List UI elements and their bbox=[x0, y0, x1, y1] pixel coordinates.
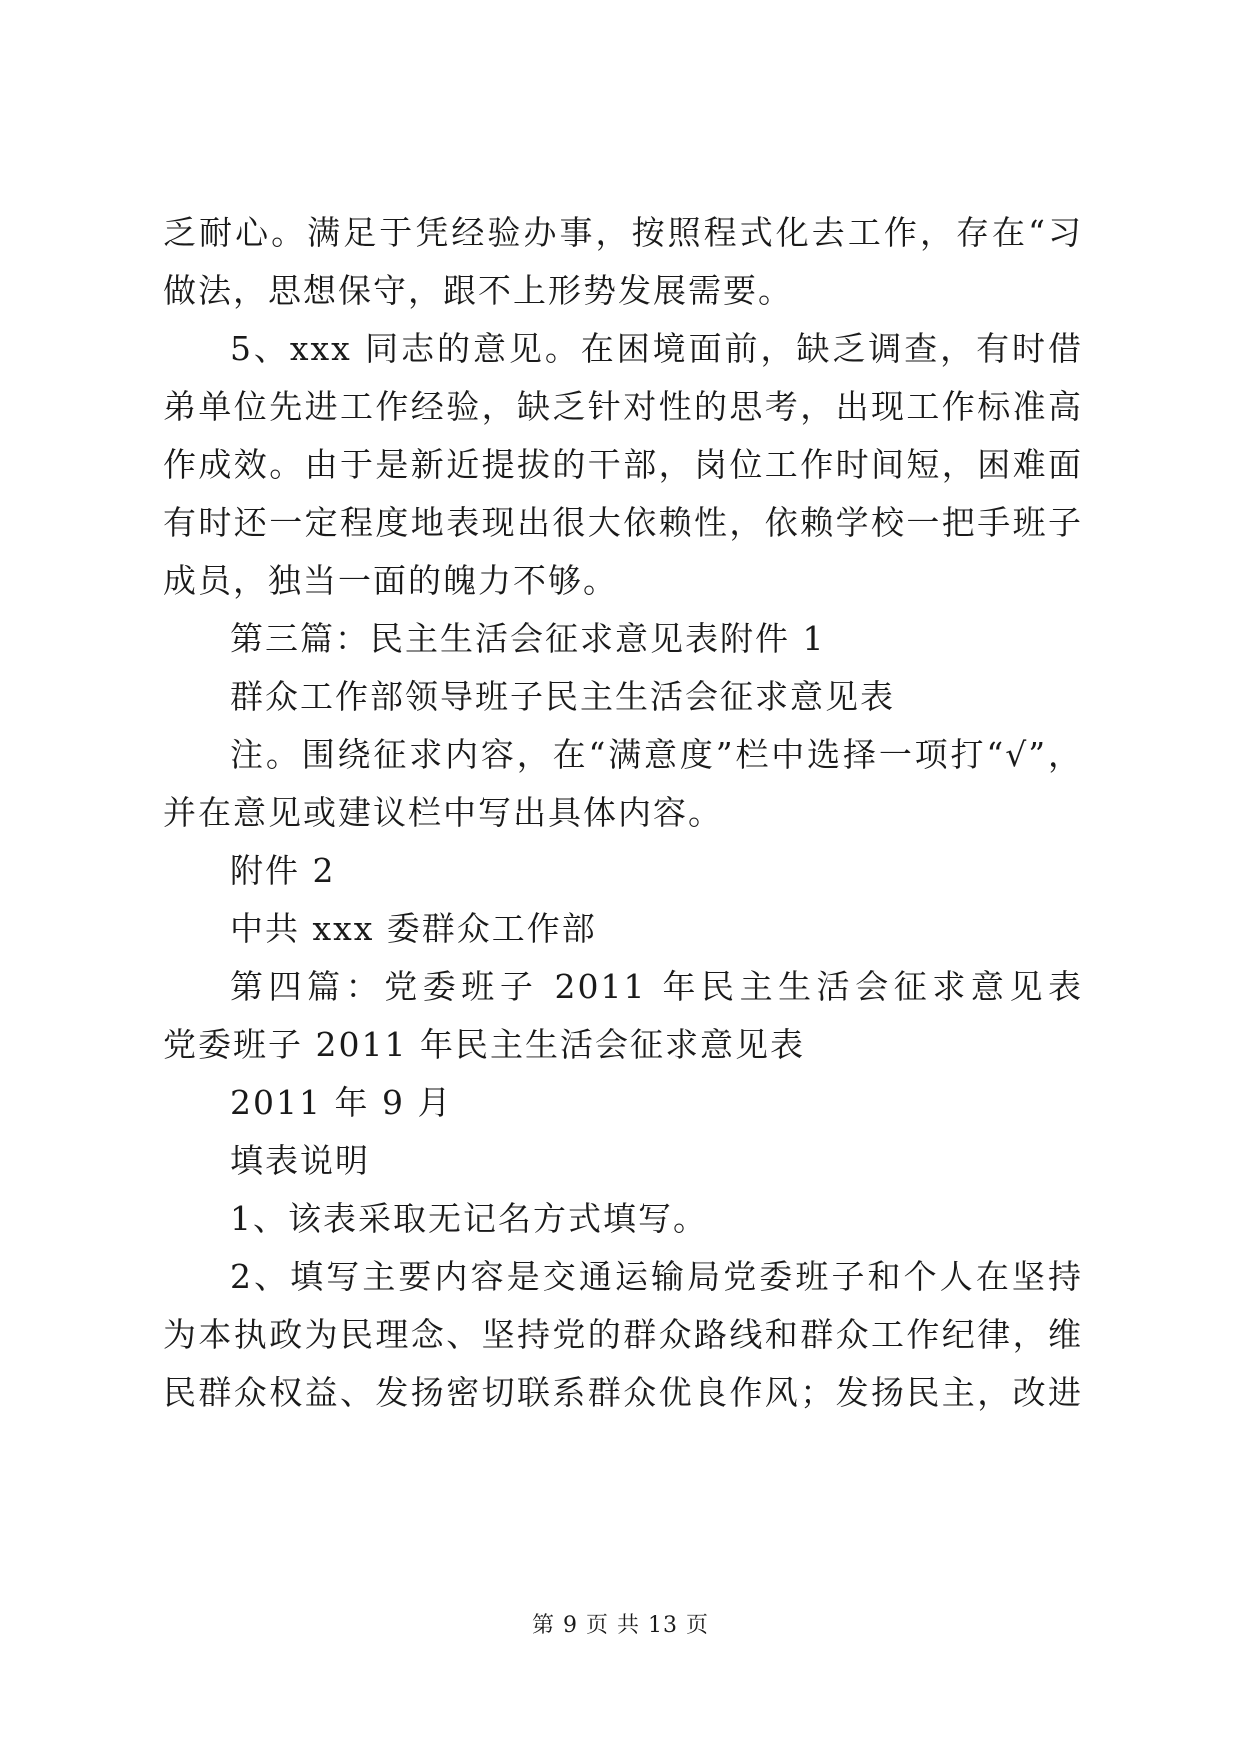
body-line-4: 弟单位先进工作经验，缺乏针对性的思考，出现工作标准高 bbox=[163, 387, 1083, 426]
body-line-21: 民群众权益、发扬密切联系群众优良作风；发扬民主，改进 bbox=[163, 1373, 1083, 1412]
body-line-12: 附件 2 bbox=[230, 851, 336, 890]
body-line-17: 填表说明 bbox=[230, 1141, 370, 1180]
body-line-18: 1、该表采取无记名方式填写。 bbox=[230, 1199, 708, 1238]
body-line-15: 党委班子 2011 年民主生活会征求意见表 bbox=[163, 1025, 805, 1064]
section-heading-4: 第四篇：党委班子 2011 年民主生活会征求意见表 bbox=[230, 967, 1083, 1006]
body-line-16: 2011 年 9 月 bbox=[230, 1083, 453, 1122]
body-line-2: 做法，思想保守，跟不上形势发展需要。 bbox=[163, 271, 793, 310]
body-line-19: 2、填写主要内容是交通运输局党委班子和个人在坚持 bbox=[230, 1257, 1083, 1296]
page-footer: 第 9 页 共 13 页 bbox=[532, 1613, 709, 1638]
body-line-3: 5、xxx 同志的意见。在困境面前，缺乏调查，有时借 bbox=[230, 329, 1083, 368]
section-heading-3: 第三篇：民主生活会征求意见表附件 1 bbox=[230, 619, 826, 658]
body-line-9: 群众工作部领导班子民主生活会征求意见表 bbox=[230, 677, 895, 716]
body-line-11: 并在意见或建议栏中写出具体内容。 bbox=[163, 793, 723, 832]
body-line-6: 有时还一定程度地表现出很大依赖性，依赖学校一把手班子 bbox=[163, 503, 1083, 542]
body-line-5: 作成效。由于是新近提拔的干部，岗位工作时间短，困难面 bbox=[163, 445, 1083, 484]
body-line-7: 成员，独当一面的魄力不够。 bbox=[163, 561, 618, 600]
body-line-13: 中共 xxx 委群众工作部 bbox=[230, 909, 597, 948]
body-line-10: 注。围绕征求内容，在“满意度”栏中选择一项打“√”， bbox=[230, 735, 1083, 774]
body-line-20: 为本执政为民理念、坚持党的群众路线和群众工作纪律，维 bbox=[163, 1315, 1083, 1354]
body-line-1: 乏耐心。满足于凭经验办事，按照程式化去工作，存在“习 bbox=[163, 213, 1083, 252]
